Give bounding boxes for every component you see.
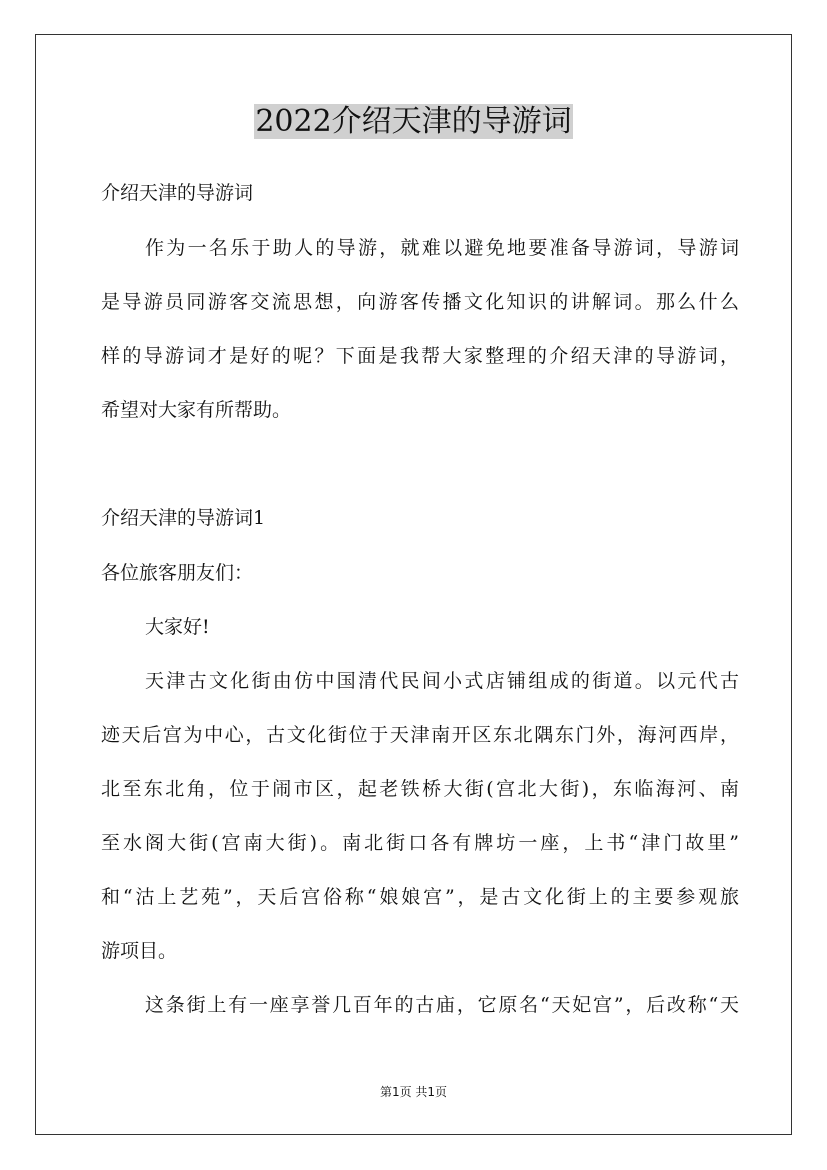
- body-line: 天津古文化街由仿中国清代民间小式店铺组成的街道。以元代古: [145, 670, 739, 692]
- body-line: 和“沽上艺苑”，天后宫俗称“娘娘宫”，是古文化街上的主要参观旅: [101, 886, 739, 908]
- body-line: 游项目。: [101, 940, 178, 962]
- intro-line: 是导游员同游客交流思想，向游客传播文化知识的讲解词。那么什么: [101, 291, 739, 313]
- body-line: 迹天后宫为中心，古文化街位于天津南开区东北隅东门外，海河西岸，: [101, 724, 739, 746]
- body-line: 北至东北角，位于闹市区，起老铁桥大街(宫北大街)，东临海河、南: [101, 778, 739, 800]
- body-line: 至水阁大街(宫南大街)。南北街口各有牌坊一座，上书“津门故里”: [101, 832, 739, 854]
- body-line: 这条街上有一座享誉几百年的古庙，它原名“天妃宫”，后改称“天: [145, 994, 739, 1016]
- intro-line: 作为一名乐于助人的导游，就难以避免地要准备导游词，导游词: [145, 237, 739, 259]
- page-number-footer: 第1页 共1页: [379, 1085, 448, 1099]
- document-heading: 介绍天津的导游词: [101, 182, 254, 204]
- greeting: 大家好!: [145, 616, 210, 638]
- intro-line: 希望对大家有所帮助。: [101, 399, 292, 421]
- document-title-text: 2022介绍天津的导游词: [255, 104, 572, 139]
- document-title: [0, 100, 827, 144]
- section-heading: 介绍天津的导游词1: [101, 507, 266, 529]
- intro-line: 样的导游词才是好的呢？下面是我帮大家整理的介绍天津的导游词，: [101, 345, 739, 367]
- salutation: 各位旅客朋友们：: [101, 562, 254, 584]
